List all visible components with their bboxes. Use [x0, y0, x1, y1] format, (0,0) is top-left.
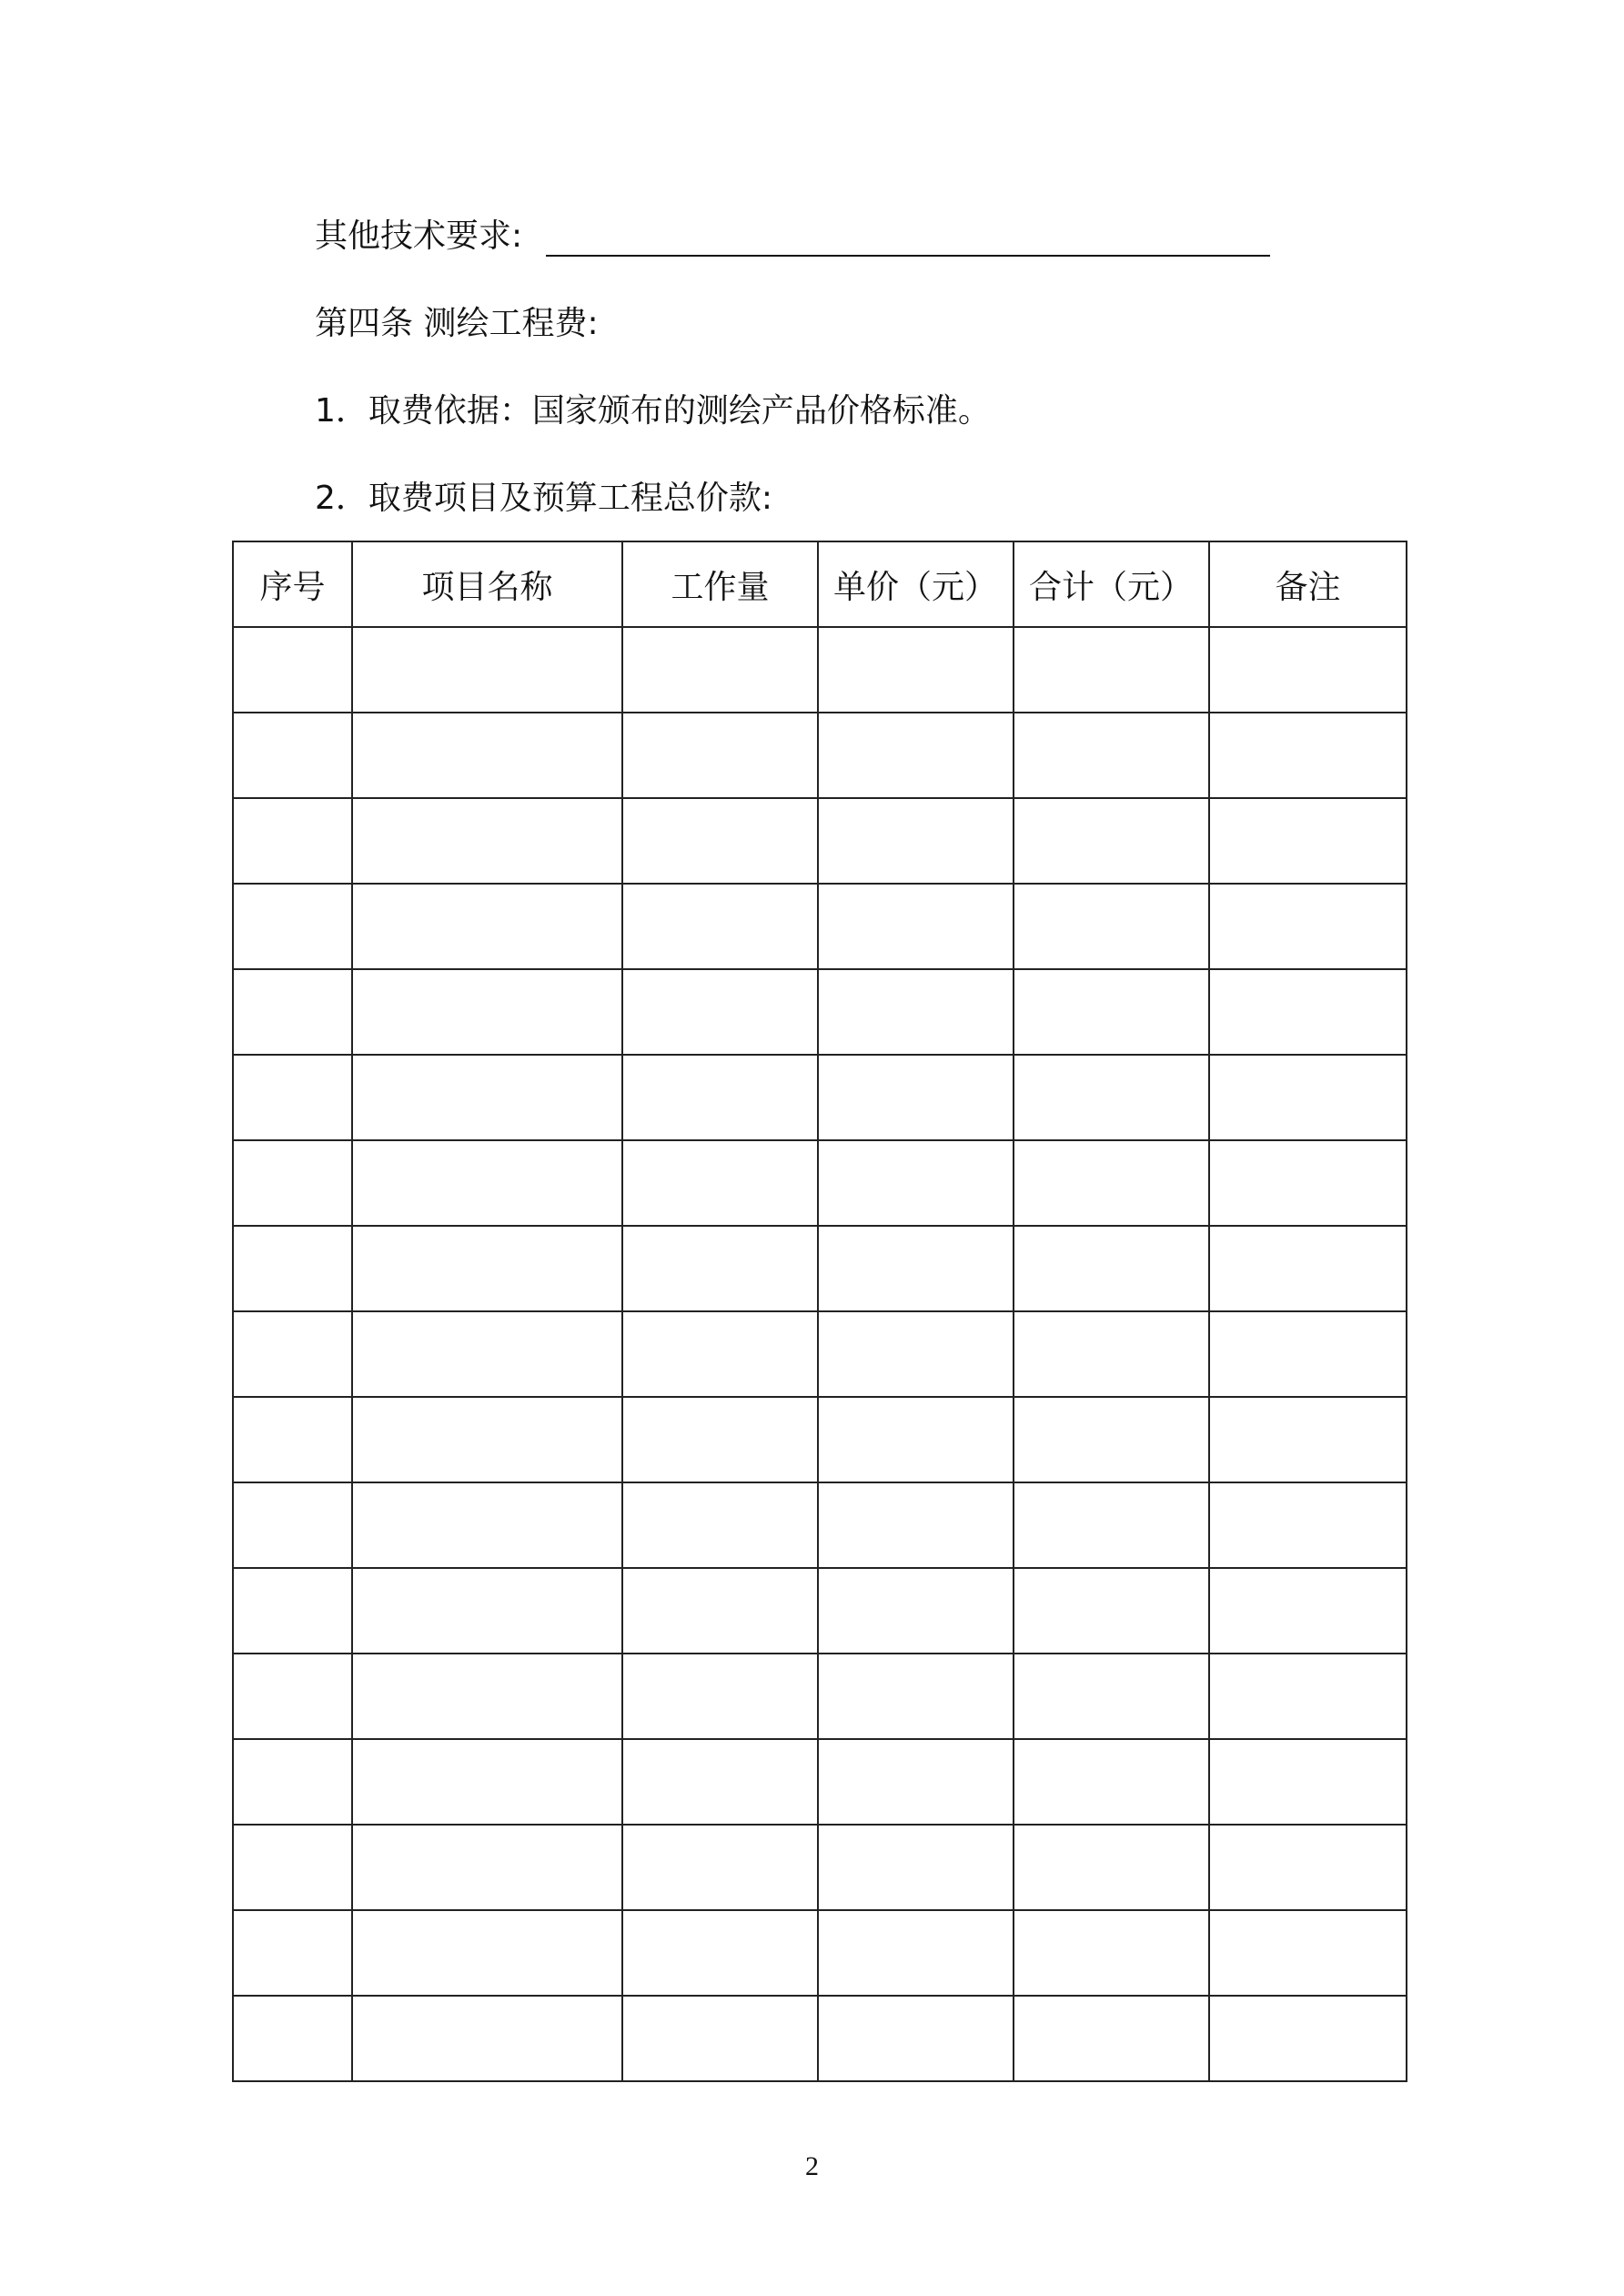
table-cell[interactable]: [1209, 1739, 1407, 1825]
fee-basis-item: 1．取费依据：国家颁布的测绘产品价格标准。: [315, 392, 991, 430]
table-cell[interactable]: [1209, 798, 1407, 884]
fee-table: [232, 541, 1407, 2082]
table-row: [233, 1654, 1407, 1739]
table-cell[interactable]: [233, 627, 352, 713]
table-cell[interactable]: [233, 969, 352, 1055]
table-cell[interactable]: [818, 627, 1014, 713]
other-requirements-label: 其他技术要求:: [315, 217, 523, 255]
table-row: [233, 713, 1407, 798]
table-cell[interactable]: [622, 1654, 818, 1739]
table-row: [233, 1482, 1407, 1568]
table-cell[interactable]: [1209, 713, 1407, 798]
header-total: 合计（元）: [1014, 541, 1209, 627]
table-row: [233, 627, 1407, 713]
table-cell[interactable]: [622, 1910, 818, 1996]
table-cell[interactable]: [818, 1910, 1014, 1996]
table-cell[interactable]: [233, 1996, 352, 2081]
table-cell[interactable]: [233, 1311, 352, 1397]
table-cell[interactable]: [622, 1311, 818, 1397]
table-cell[interactable]: [1014, 1311, 1209, 1397]
table-cell[interactable]: [622, 798, 818, 884]
table-cell[interactable]: [818, 1311, 1014, 1397]
table-cell[interactable]: [1209, 1996, 1407, 2081]
table-cell[interactable]: [233, 1910, 352, 1996]
table-cell[interactable]: [1209, 1140, 1407, 1226]
table-cell[interactable]: [1014, 1739, 1209, 1825]
table-cell[interactable]: [818, 884, 1014, 969]
table-cell[interactable]: [1209, 1226, 1407, 1311]
table-cell[interactable]: [1014, 627, 1209, 713]
table-cell[interactable]: [1014, 1226, 1209, 1311]
table-cell[interactable]: [1209, 1055, 1407, 1140]
table-cell[interactable]: [352, 1568, 622, 1654]
table-cell[interactable]: [1209, 1568, 1407, 1654]
table-cell[interactable]: [352, 1654, 622, 1739]
table-cell[interactable]: [818, 969, 1014, 1055]
table-cell[interactable]: [233, 1226, 352, 1311]
table-cell[interactable]: [352, 713, 622, 798]
table-cell[interactable]: [233, 1055, 352, 1140]
header-workload: 工作量: [622, 541, 818, 627]
table-cell[interactable]: [1209, 1825, 1407, 1910]
table-cell[interactable]: [622, 1568, 818, 1654]
table-cell[interactable]: [1014, 1654, 1209, 1739]
page-number: 2: [805, 2151, 819, 2181]
table-row: [233, 1311, 1407, 1397]
table-cell[interactable]: [352, 884, 622, 969]
table-cell[interactable]: [818, 1996, 1014, 2081]
table-row: [233, 1140, 1407, 1226]
table-cell[interactable]: [1014, 1055, 1209, 1140]
table-cell[interactable]: [352, 1910, 622, 1996]
table-cell[interactable]: [622, 1825, 818, 1910]
table-cell[interactable]: [352, 1140, 622, 1226]
table-cell[interactable]: [233, 713, 352, 798]
table-cell[interactable]: [1014, 1140, 1209, 1226]
table-cell[interactable]: [1014, 1568, 1209, 1654]
table-row: [233, 1739, 1407, 1825]
table-cell[interactable]: [1014, 1910, 1209, 1996]
table-cell[interactable]: [622, 1055, 818, 1140]
table-cell[interactable]: [622, 1482, 818, 1568]
table-cell[interactable]: [622, 1996, 818, 2081]
table-cell[interactable]: [1209, 1482, 1407, 1568]
table-cell[interactable]: [818, 1226, 1014, 1311]
table-cell[interactable]: [352, 1996, 622, 2081]
table-cell[interactable]: [1209, 627, 1407, 713]
table-row: [233, 1055, 1407, 1140]
other-requirements-blank[interactable]: [546, 255, 1270, 257]
table-row: [233, 798, 1407, 884]
table-cell[interactable]: [1209, 969, 1407, 1055]
table-cell[interactable]: [352, 1311, 622, 1397]
table-cell[interactable]: [233, 1568, 352, 1654]
table-cell[interactable]: [1209, 1311, 1407, 1397]
table-header-row: [233, 541, 1407, 627]
table-cell[interactable]: [622, 627, 818, 713]
table-cell[interactable]: [352, 1397, 622, 1482]
table-cell[interactable]: [352, 1825, 622, 1910]
table-cell[interactable]: [818, 1825, 1014, 1910]
fee-items-item: 2．取费项目及预算工程总价款:: [315, 480, 773, 517]
table-cell[interactable]: [1209, 1397, 1407, 1482]
table-cell[interactable]: [352, 627, 622, 713]
table-row: [233, 1825, 1407, 1910]
table-cell[interactable]: [1209, 1654, 1407, 1739]
table-cell[interactable]: [352, 1482, 622, 1568]
header-unit-price: 单价（元）: [818, 541, 1014, 627]
table-cell[interactable]: [1014, 1825, 1209, 1910]
table-row: [233, 1226, 1407, 1311]
table-cell[interactable]: [622, 969, 818, 1055]
table-cell[interactable]: [818, 713, 1014, 798]
header-remarks: 备注: [1209, 541, 1407, 627]
table-cell[interactable]: [622, 1226, 818, 1311]
table-cell[interactable]: [233, 884, 352, 969]
table-cell[interactable]: [818, 798, 1014, 884]
table-cell[interactable]: [233, 1140, 352, 1226]
table-cell[interactable]: [1209, 884, 1407, 969]
table-cell[interactable]: [622, 1140, 818, 1226]
table-cell[interactable]: [233, 1397, 352, 1482]
table-row: [233, 969, 1407, 1055]
table-cell[interactable]: [622, 1397, 818, 1482]
table-row: [233, 1996, 1407, 2081]
table-cell[interactable]: [818, 1482, 1014, 1568]
table-cell[interactable]: [622, 713, 818, 798]
table-cell[interactable]: [233, 1482, 352, 1568]
header-index: 序号: [233, 541, 352, 627]
table-cell[interactable]: [1014, 1482, 1209, 1568]
table-cell[interactable]: [352, 1739, 622, 1825]
table-cell[interactable]: [818, 1397, 1014, 1482]
table-cell[interactable]: [818, 1739, 1014, 1825]
table-cell[interactable]: [818, 1140, 1014, 1226]
table-row: [233, 1397, 1407, 1482]
table-cell[interactable]: [233, 1739, 352, 1825]
table-cell[interactable]: [233, 1825, 352, 1910]
table-cell[interactable]: [233, 1654, 352, 1739]
table-cell[interactable]: [352, 969, 622, 1055]
table-cell[interactable]: [622, 1739, 818, 1825]
table-cell[interactable]: [352, 1226, 622, 1311]
table-cell[interactable]: [818, 1654, 1014, 1739]
table-row: [233, 884, 1407, 969]
table-cell[interactable]: [1209, 1910, 1407, 1996]
header-item-name: 项目名称: [352, 541, 622, 627]
table-cell[interactable]: [622, 884, 818, 969]
table-cell[interactable]: [352, 1055, 622, 1140]
table-cell[interactable]: [1014, 884, 1209, 969]
table-cell[interactable]: [352, 798, 622, 884]
table-cell[interactable]: [818, 1568, 1014, 1654]
table-cell[interactable]: [1014, 713, 1209, 798]
table-row: [233, 1568, 1407, 1654]
table-cell[interactable]: [818, 1055, 1014, 1140]
table-cell[interactable]: [1014, 969, 1209, 1055]
table-cell[interactable]: [1014, 1996, 1209, 2081]
article-four-heading: 第四条 测绘工程费:: [315, 305, 599, 342]
table-cell[interactable]: [1014, 798, 1209, 884]
table-row: [233, 1910, 1407, 1996]
table-cell[interactable]: [233, 798, 352, 884]
table-cell[interactable]: [1014, 1397, 1209, 1482]
